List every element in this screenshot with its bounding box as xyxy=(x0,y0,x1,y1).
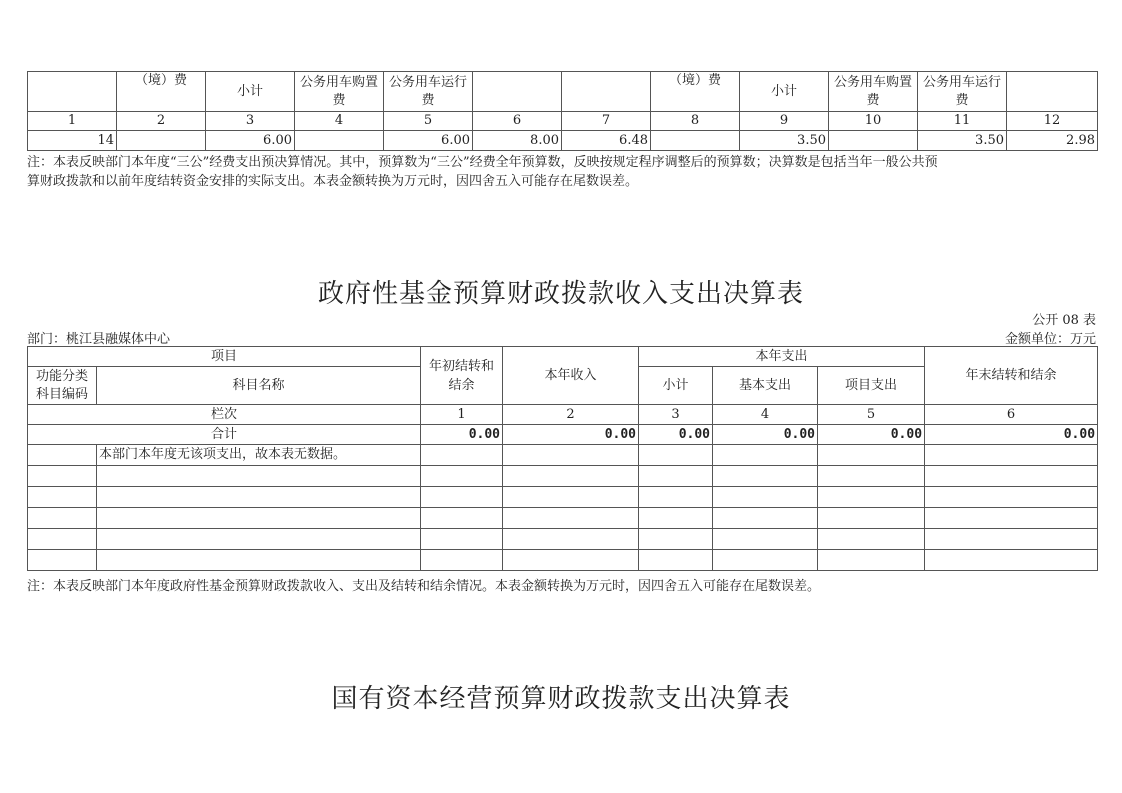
empty-cell xyxy=(925,529,1098,550)
table-row xyxy=(28,508,1098,529)
empty-cell xyxy=(818,508,925,529)
value-cell: 6.00 xyxy=(206,131,295,151)
empty-cell xyxy=(639,550,713,571)
empty-cell xyxy=(713,445,818,466)
empty-cell xyxy=(818,529,925,550)
total-value: 0.00 xyxy=(421,425,503,445)
col-number: 2 xyxy=(117,112,206,131)
empty-cell xyxy=(818,550,925,571)
three-public-expense-table xyxy=(27,71,1098,151)
col-number: 2 xyxy=(503,405,639,425)
empty-cell xyxy=(503,445,639,466)
header-row-1 xyxy=(28,347,1098,367)
table-row xyxy=(28,466,1098,487)
value-cell: 3.50 xyxy=(740,131,829,151)
header-carry-end: 年末结转和结余 xyxy=(925,347,1098,405)
col-number: 7 xyxy=(562,112,651,131)
value-cell xyxy=(295,131,384,151)
col-number: 3 xyxy=(206,112,295,131)
empty-cell xyxy=(28,508,97,529)
col-number: 8 xyxy=(651,112,740,131)
header-cell: （境）费 xyxy=(651,72,740,112)
empty-cell xyxy=(97,466,421,487)
table-row xyxy=(28,550,1098,571)
empty-cell xyxy=(503,550,639,571)
header-cell: 公务用车运行费 xyxy=(384,72,473,112)
empty-cell xyxy=(713,529,818,550)
table-row xyxy=(28,445,1098,466)
fund-budget-table xyxy=(27,346,1098,571)
empty-cell xyxy=(28,466,97,487)
col-number: 5 xyxy=(384,112,473,131)
total-row xyxy=(28,425,1098,445)
empty-cell xyxy=(503,529,639,550)
col-number: 3 xyxy=(639,405,713,425)
header-basic: 基本支出 xyxy=(713,367,818,405)
empty-cell xyxy=(925,508,1098,529)
header-cell xyxy=(473,72,562,112)
col-number: 12 xyxy=(1007,112,1098,131)
total-value: 0.00 xyxy=(818,425,925,445)
empty-cell xyxy=(639,529,713,550)
row-label: 栏次 xyxy=(28,405,421,425)
col-number: 6 xyxy=(473,112,562,131)
empty-cell xyxy=(421,487,503,508)
header-item: 项目 xyxy=(28,347,421,367)
value-cell: 3.50 xyxy=(918,131,1007,151)
note-line: 算财政拨款和以前年度结转资金安排的实际支出。本表金额转换为万元时，因四舍五入可能存在尾数误差。 xyxy=(27,174,639,189)
empty-cell xyxy=(925,445,1098,466)
header-expense: 本年支出 xyxy=(639,347,925,367)
col-number: 1 xyxy=(28,112,117,131)
empty-cell xyxy=(818,466,925,487)
empty-cell xyxy=(925,550,1098,571)
empty-cell xyxy=(421,466,503,487)
department-label: 部门：桃江县融媒体中心 xyxy=(27,332,171,347)
table1-note xyxy=(27,153,1102,191)
empty-cell xyxy=(503,508,639,529)
value-cell: 8.00 xyxy=(473,131,562,151)
empty-cell xyxy=(28,529,97,550)
total-value: 0.00 xyxy=(713,425,818,445)
header-cell: 公务用车运行费 xyxy=(918,72,1007,112)
state-capital-table-title: 国有资本经营预算财政拨款支出决算表 xyxy=(331,684,791,714)
value-cell: 14 xyxy=(28,131,117,151)
table1-value-row xyxy=(28,131,1098,151)
empty-cell xyxy=(713,466,818,487)
table1-header-row xyxy=(28,72,1098,112)
table-row xyxy=(28,487,1098,508)
empty-cell xyxy=(713,487,818,508)
header-func-code: 功能分类科目编码 xyxy=(28,367,97,405)
header-cell: 公务用车购置费 xyxy=(295,72,384,112)
empty-cell xyxy=(421,529,503,550)
total-value: 0.00 xyxy=(503,425,639,445)
header-cell xyxy=(562,72,651,112)
colnum-row xyxy=(28,405,1098,425)
header-cell: 小计 xyxy=(206,72,295,112)
table-row xyxy=(28,529,1098,550)
empty-cell xyxy=(639,445,713,466)
total-value: 0.00 xyxy=(639,425,713,445)
total-value: 0.00 xyxy=(925,425,1098,445)
unit-label: 金额单位：万元 xyxy=(1004,332,1096,347)
header-cell xyxy=(28,72,117,112)
table2-note: 注：本表反映部门本年度政府性基金预算财政拨款收入、支出及结转和结余情况。本表金额转换为万元时，因四舍五入可能存在尾数误差。 xyxy=(27,579,821,594)
col-number: 6 xyxy=(925,405,1098,425)
empty-cell xyxy=(818,487,925,508)
col-number: 11 xyxy=(918,112,1007,131)
empty-cell xyxy=(925,487,1098,508)
col-number: 4 xyxy=(713,405,818,425)
col-number: 10 xyxy=(829,112,918,131)
empty-cell xyxy=(421,445,503,466)
empty-cell xyxy=(639,466,713,487)
col-number: 9 xyxy=(740,112,829,131)
empty-cell xyxy=(639,487,713,508)
empty-cell xyxy=(503,487,639,508)
header-subject-name: 科目名称 xyxy=(97,367,421,405)
empty-cell xyxy=(503,466,639,487)
empty-cell xyxy=(28,487,97,508)
table1-colnum-row xyxy=(28,112,1098,131)
value-cell: 6.48 xyxy=(562,131,651,151)
empty-cell xyxy=(421,550,503,571)
header-cell: 公务用车购置费 xyxy=(829,72,918,112)
value-cell xyxy=(829,131,918,151)
empty-cell xyxy=(97,550,421,571)
empty-cell xyxy=(713,508,818,529)
value-cell: 2.98 xyxy=(1007,131,1098,151)
header-cell: （境）费 xyxy=(117,72,206,112)
empty-cell xyxy=(818,445,925,466)
value-cell xyxy=(117,131,206,151)
header-income: 本年收入 xyxy=(503,347,639,405)
header-carry-begin: 年初结转和结余 xyxy=(421,347,503,405)
col-number: 5 xyxy=(818,405,925,425)
empty-cell xyxy=(925,466,1098,487)
empty-cell xyxy=(97,487,421,508)
empty-cell xyxy=(97,508,421,529)
table-code: 公开 08 表 xyxy=(1032,313,1096,328)
header-cell: 小计 xyxy=(740,72,829,112)
empty-cell xyxy=(28,445,97,466)
col-number: 1 xyxy=(421,405,503,425)
header-project: 项目支出 xyxy=(818,367,925,405)
empty-cell xyxy=(421,508,503,529)
note-line: 注：本表反映部门本年度“三公”经费支出预决算情况。其中，预算数为“三公”经费全年预算数，反映按规定程序调整后的预算数；决算数是包括当年一般公共预 xyxy=(27,155,938,170)
header-cell xyxy=(1007,72,1098,112)
fund-table-title: 政府性基金预算财政拨款收入支出决算表 xyxy=(317,279,804,309)
value-cell xyxy=(651,131,740,151)
col-number: 4 xyxy=(295,112,384,131)
no-data-note: 本部门本年度无该项支出，故本表无数据。 xyxy=(97,445,421,466)
empty-cell xyxy=(97,529,421,550)
total-label: 合计 xyxy=(28,425,421,445)
empty-cell xyxy=(713,550,818,571)
header-subtotal: 小计 xyxy=(639,367,713,405)
value-cell: 6.00 xyxy=(384,131,473,151)
empty-cell xyxy=(28,550,97,571)
empty-cell xyxy=(639,508,713,529)
